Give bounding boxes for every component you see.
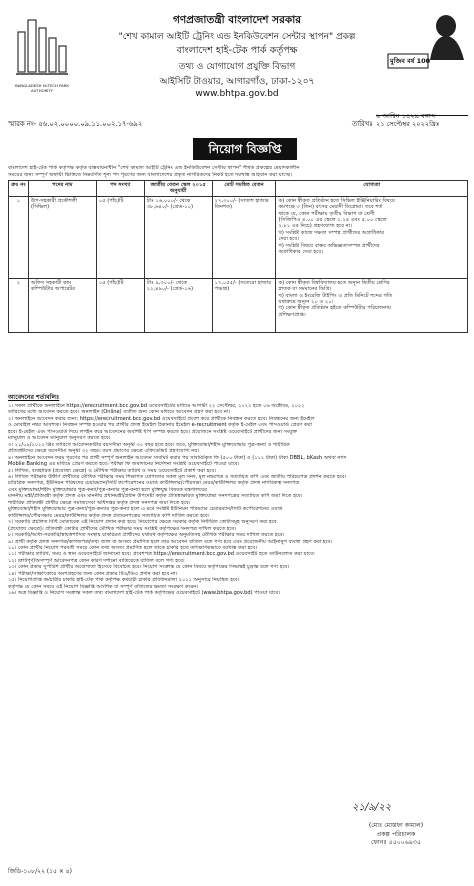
division-name: তথ্য ও যোগাযোগ প্রযুক্তি বিভাগ: [178, 62, 296, 72]
condition-line: ম্যানুয়াল ও আবেদন ম্যানুয়াল অনুসরণ করতে হবে।: [8, 435, 111, 442]
condition-line: কর্তৃপক্ষ যে কোন সময়ে এই নিয়োগ বিজ্ঞপ্তি আংশিক বা সম্পূর্ণ বাতিলের ক্ষমতা সংরক্ষণ করেন।: [8, 583, 199, 590]
qualification-line: প্রশিক্ষণপ্রাপ্ত।: [278, 311, 306, 318]
qualification-line: গ) কোন স্বীকৃত প্রতিষ্ঠান হইতে কম্পিউটার পরিচালনায়: [278, 305, 391, 312]
qualification-line: ক) কোন স্বীকৃত বিশ্ববিদ্যালয় হতে অন্যূন দ্বিতীয় শ্রেণির: [278, 279, 390, 286]
qualification-line: থাকে যে, কোন পরীক্ষায় তৃতীয় বিভাগ বা শ্রেণী: [278, 210, 375, 217]
condition-line: ১২। ত্রুটিপূর্ণ/অসম্পূর্ণ আবেদনপত্র কোন কারণ দর্শানো ব্যতিরেকে বাতিল বলে গণ্য হবে।: [8, 557, 185, 564]
website-link[interactable]: www.bhtpa.gov.bd: [195, 89, 279, 99]
qualification-line: ২.৮১ এর নিচে) গ্রহণযোগ্য হবে না।: [278, 223, 353, 230]
signature-block: [330, 822, 462, 848]
govt-heading: গণপ্রজাতন্ত্রী বাংলাদেশ সরকার: [172, 14, 302, 26]
memo-number: স্মারক নং- ৫৬.০২.০০০০.০৯.১১.০০২.১৭-৬৯২: [8, 120, 143, 128]
condition-line: (প্রযোজ্য ক্ষেত্রে)। প্রতিবন্ধী কোটার প্রার্থীদের মৌখিক পরীক্ষার সময় সংশ্লিষ্ট কর্তৃপক্ষের সনদপত্র দাখিল করতে হবে।: [8, 525, 237, 532]
qualification-line: খ) সংশ্লিষ্ট কাজে দক্ষতা সম্পন্ন প্রার্থীদের অগ্রাধিকার: [278, 229, 385, 236]
condition-line: ১৪। পরীক্ষা/সাক্ষাৎকারে অংশগ্রহণের জন্য কোন প্রকার টিএ/ডিএ প্রদান করা হবে না।: [8, 570, 178, 577]
qualification-line: খ) বাংলা ও ইংরেজি টাইপিং এ প্রতি মিনিটে শব্দের গতি: [278, 292, 393, 299]
date-bangla: ৬ আশ্বিন ১৪২৯ বঙ্গাব্দ: [376, 112, 436, 120]
date-english: ২১ সেপ্টেম্বর ২০২২খ্রিঃ: [376, 120, 440, 128]
condition-line: ৬। লিখিত পরীক্ষায় উত্তীর্ণ প্রার্থীদের মৌখিক পরীক্ষার সময় শিক্ষাগত যোগ্যতার সকল মূল সনদ, মূল নম্বরপত্র ও সত্যায়িত কপি এবং জাতীয় পরিচয়পত্র প্রদর্শন করতে হবে।: [8, 473, 347, 480]
condition-line: ৫। লিখিত, ব্যবহারিক (প্রযোজ্য ক্ষেত্রে) ও মৌখিক পরীক্ষার তারিখ ও সময় ওয়েবসাইটে প্রকাশ করা হবে।: [8, 467, 217, 474]
condition-line: ১। সকল প্রার্থীকে অনলাইনে https://erecruitment.bcc.gov.bd ওয়েবসাইটের মাধ্যমে আগামী ২২ সেপ্টেম্বর, ২০২২ হতে ০৬ অক্টোবর, ২০২২: [8, 403, 305, 409]
logo-caption: BANGLADESH HI-TECH PARK AUTHORITY: [15, 83, 69, 93]
qualification-cell: [276, 196, 468, 278]
table-row: [9, 278, 468, 332]
condition-line: চারিত্রিক সনদপত্র, ইউনিয়ন পরিষদের চেয়ারম্যান/সিটি কর্পোরেশনের ওয়ার্ড কাউন্সিলর/পৌরসভা মেয়র/কাউন্সিলর কর্তৃক প্রদত্ত নাগরিকত্ব সনদপত্র: [8, 480, 300, 487]
condition-line: ২। অনলাইনে আবেদন করার জন্য: https://erecruitment.bcc.gov.bd ওয়েবসাইটে প্রবেশ করে প্রার্থীকে নিবন্ধন করতে হবে। নিবন্ধনের জন্য ইমেইল: [8, 415, 315, 422]
scale-cell: টাঃ ৯,৩০০/- থেকে ২২,৪৯০/- (গ্রেড-১৬): [144, 278, 212, 332]
column-header: মোট সমন্বিত বেতন: [212, 181, 276, 197]
condition-line: ১৫। নিয়োগপ্রাপ্ত কর্মচারীর চাকরি হাই-টেক পার্ক কর্তৃপক্ষ কর্মচারী চাকরি প্রবিধানমালা ২০১১ অনুসারে নিয়ন্ত্রিত হবে।: [8, 577, 240, 584]
qualification-line: যথাক্রমে অন্যূন ২০ ও ২০।: [278, 299, 334, 306]
authority-name: বাংলাদেশ হাই-টেক পার্ক কর্তৃপক্ষ: [176, 45, 298, 56]
project-name: "শেখ কামাল আইটি ট্রেনিং এন্ড ইনকিউবেশন সেন্টার স্থাপন" প্রকল্প: [118, 32, 356, 42]
condition-line: এবং মুক্তিযোদ্ধা/শহীদ মুক্তিযোদ্ধার পুত্র-কন্যা/পুত্র-কন্যার পুত্র-কন্যা হলে মুক্তিযুদ্ধ বিষয়ক মন্ত্রণালয়ের: [8, 486, 207, 493]
condition-line: ১৬। অত্র বিজ্ঞপ্তি ও নিয়োগ সংক্রান্ত সকল তথ্য বাংলাদেশ হাই-টেক পার্ক কর্তৃপক্ষের ওয়েবসাইটে (www.bhtpa.gov.bd) পাওয়া যাবে।: [8, 590, 281, 597]
qualification-line: (সিজিপিএ ৪.০০ এর স্কেলে ২.২৫ এবং ৫.০০ স্কেলে: [278, 217, 387, 224]
condition-line: ১১। পরীক্ষার তারিখ, সময় ও স্থান ওয়েবসাইটে জানানো হবে। প্রবেশপত্র https://erecruitment.bcc.gov.bd ওয়েবসাইট হতে ডাউনলোড করা যাবে।: [8, 551, 315, 558]
qualification-line: গ) সংশ্লিষ্ট বিষয়ে বাস্তব অভিজ্ঞতাসম্পন্ন প্রার্থীদের: [278, 242, 380, 249]
condition-line: ১০। কোন প্রার্থীর নিয়োগ পরবর্তী সময়ে কোন তথ্য অসত্য প্রমাণিত হলে তাকে চাকরি হতে তাৎক্ষণিকভাবে বরখাস্ত করা হবে।: [8, 544, 257, 551]
condition-line: তারিখের মধ্যে আবেদন করতে হবে। অনলাইন (Online) ব্যতীত অন্য কোন মাধ্যমে আবেদন গ্রহণ করা হবে না।: [8, 409, 231, 416]
condition-line: ৭। সরকারি প্রচলিত বিধি মোতাবেক এই নিয়োগ প্রদান করা হবে। নিয়োগের ক্ষেত্রে সরকার কর্তৃক নির্ধারিত কোটাসমূহ অনুসরণ করা হবে: [8, 519, 277, 526]
conditions-list: [8, 403, 468, 597]
signatory-phone: ফোনঃ ৫৫০০৬৯৩৫: [371, 839, 421, 846]
post-cell: অফিস সহকারী কাম কম্পিউটার অপারেটর: [28, 278, 96, 332]
table-header-row: [9, 181, 468, 197]
notice-title: নিয়োগ বিজ্ঞপ্তি: [193, 138, 297, 160]
vacancy-table: [8, 180, 468, 333]
condition-line: ও মোবাইল নম্বর আবশ্যক। নিবন্ধন সম্পন্ন হওয়ার পর প্রার্থীর প্রদত্ত ইমেইল ঠিকানায় ইমেইল e-recruitment কর্তৃক ই-মেইল এবং পাসওয়ার্ড প্রেরণ করা: [8, 422, 312, 429]
condition-line: ৮। সরকারি/আধা-সরকারি/স্বায়ত্তশাসিত সংস্থায় চাকরিরত প্রার্থীদের যথাযথ কর্তৃপক্ষের অনুমতিসহ মৌখিক পরীক্ষার সময় দাখিল করতে হবে।: [8, 532, 285, 539]
column-header: ক্রঃ নং: [9, 181, 29, 197]
condition-line: ৩। ২১/০৯/২০২২ খ্রিঃ তারিখে আবেদনকারীর বয়সসীমা অনূর্ধ্ব ৩০ বছর হতে হবে। তবে, মুক্তিযোদ্ধা/শহীদ মুক্তিযোদ্ধার পুত্র-কন্যা ও শারীরিক: [8, 441, 290, 448]
intro-line: সময়ের জন্য সম্পূর্ণ অস্থায়ী ভিত্তিতে নিম্নবর্ণিত শূন্য পদ পূরণের জন্য বাংলাদেশের প্রকৃত নাগরিকদের নিকট হতে দরখাস্ত আহবান করা যাচ্ছে।: [8, 171, 293, 178]
footer-code: জিডি-১০৮/২২ (১৫ × ৪): [8, 868, 73, 875]
condition-line: ৪। অনলাইনে আবেদন ফরম পূরণের পর প্রার্থী সম্পূর্ণ অনলাইন আবেদন সাবমিট করার পর সাবমিটকৃত ফি (৫০০ টাকা) ও (১১২ টাকা) টাকা DBBL, bKash অথবা নগদ: [8, 454, 347, 461]
count-cell: ০৫ (পাঁচ)টি: [96, 196, 144, 278]
condition-line: Mobile Banking এর মাধ্যমে প্রেরণ করতে হবে। পরীক্ষা ফি জমাদানের নির্দেশনা সংশ্লিষ্ট ওয়েবসাইটে পাওয়া যাবে।: [8, 461, 240, 468]
intro-line: বাংলাদেশ হাই-টেক পার্ক কর্তৃপক্ষ কর্তৃক বাস্তবায়নাধীন "শেখ কামাল আইটি ট্রেনিং এন্ড ইনকিউবেশন সেন্টার স্থাপন" শীর্ষক প্রকল্পের মেয়াদকালীন: [8, 165, 300, 171]
column-header: পদের নাম: [28, 181, 96, 197]
date-divider: [376, 115, 468, 116]
signatory-title: প্রকল্প পরিচালক: [376, 830, 416, 838]
qualification-line: কমপক্ষে ৩ (তিন) বৎসর মেয়াদী ডিপ্লোমা। তবে শর্ত: [278, 204, 383, 211]
condition-line: মুক্তিযোদ্ধা/শহীদ মুক্তিযোদ্ধার পুত্র-কন্যা/পুত্র-কন্যার পুত্র-কন্যা হলে এ মর্মে সংশ্লিষ্ট ইউনিয়ন পরিষদের চেয়ারম্যান/সিটি কর্পোরেশনের ওয়ার্ড: [8, 506, 283, 513]
qualification-line: দেয়া হবে।: [278, 236, 300, 243]
signatory-name: (মোঃ মোস্তফা কামাল): [368, 822, 424, 829]
salary-cell: ১৭,০৫৫/- (সতেরো হাজার পঞ্চান্ন): [212, 278, 276, 332]
conditions-heading: আবেদনের শর্তাবলিঃ: [8, 394, 60, 401]
intro-paragraph: [8, 165, 468, 178]
post-cell: উপ-সহকারী প্রকৌশলী (সিভিল): [28, 196, 96, 278]
office-address: আইসিটি টাওয়ার, আগারগাঁও, ঢাকা-১২০৭: [159, 77, 315, 87]
mujib-text: মুজিব বর্ষ 100: [390, 57, 431, 65]
condition-line: ৯। প্রার্থী কর্তৃক প্রদত্ত সনদপত্র/কাগজপত্র/তথ্য জাল বা অসত্য প্রমাণিত হলে তার আবেদন বাতিল বলে গণ্য হবে এবং প্রয়োজনীয় আইনানুগ ব্যবস্থা গ্রহণ করা হবে।: [8, 538, 333, 545]
signature-scribble: ২১/৯/২২: [352, 802, 392, 813]
condition-line: মাননীয় মন্ত্রী/প্রতিমন্ত্রী কর্তৃক প্রদত্ত এবং মাননীয় প্রধানমন্ত্রী/প্রধান উপদেষ্টা কর্তৃক প্রতিস্বাক্ষরিত মুক্তিযোদ্ধা সনদপত্রের সত্যায়িত কপি জমা দিতে হবে।: [8, 493, 303, 500]
qualification-line: অগ্রাধিকার দেয়া হবে।: [278, 249, 323, 256]
serial-cell: ১: [9, 196, 29, 278]
serial-cell: ২: [9, 278, 29, 332]
date-label: তারিখঃ: [352, 120, 373, 128]
qualification-line: ক) কোন স্বীকৃত প্রতিষ্ঠান হতে সিভিল ইঞ্জিনিয়ারিং বিষয়ে: [278, 197, 395, 204]
condition-line: প্রতিবন্ধীদের ক্ষেত্রে বয়সসীমা অনূর্ধ্ব ৩২ বছর। বয়স প্রমাণের ক্ষেত্রে এফিডেভিট গ্রহণযোগ্য নয়।: [8, 448, 200, 455]
condition-line: ১৩। কোন প্রকার সুপারিশ প্রার্থীর অযোগ্যতা হিসেবে বিবেচিত হবে। নিয়োগ সংক্রান্ত যে কোন বিষয়ে কর্তৃপক্ষের সিদ্ধান্তই চূড়ান্ত বলে গণ্য হবে।: [8, 564, 290, 571]
column-header: জাতীয় বেতন স্কেল ২০১৫ অনুযায়ী: [144, 181, 212, 197]
condition-line: কাউন্সিলর/পৌরসভার মেয়র/কাউন্সিলর কর্তৃক প্রদত্ত প্রত্যয়নপত্রের সত্যায়িত কপি দাখিল করতে হবে।: [8, 512, 210, 519]
column-header: যোগ্যতা: [276, 181, 468, 197]
count-cell: ০৫ (পাঁচ)টি: [96, 278, 144, 332]
scale-cell: টাঃ ১৬,০০০/- থেকে ৩৮,৬৪০/- (গ্রেড-১০): [144, 196, 212, 278]
condition-line: শারীরিক প্রতিবন্ধী প্রার্থীর ক্ষেত্রে সমাজসেবা অধিদপ্তর কর্তৃক প্রদত্ত সনদপত্র জমা দিতে হবে।: [8, 499, 191, 506]
condition-line: হবে। ই-মেইল এবং পাসওয়ার্ড দিয়ে লগইন করে আবেদনের অবশিষ্ট ধাপ সম্পন্ন করতে হবে। প্রয়োজনে সংশ্লিষ্ট ওয়েবসাইটে প্রার্থীদের জন্য সংযুক্ত: [8, 428, 298, 435]
table-row: [9, 196, 468, 278]
qualification-cell: [276, 278, 468, 332]
qualification-line: স্নাতক বা সমমানের ডিগ্রি।: [278, 286, 332, 293]
column-header: পদ সংখ্যা: [96, 181, 144, 197]
salary-cell: ২৭,৩০০/- (সাতাশ হাজার তিনশত): [212, 196, 276, 278]
